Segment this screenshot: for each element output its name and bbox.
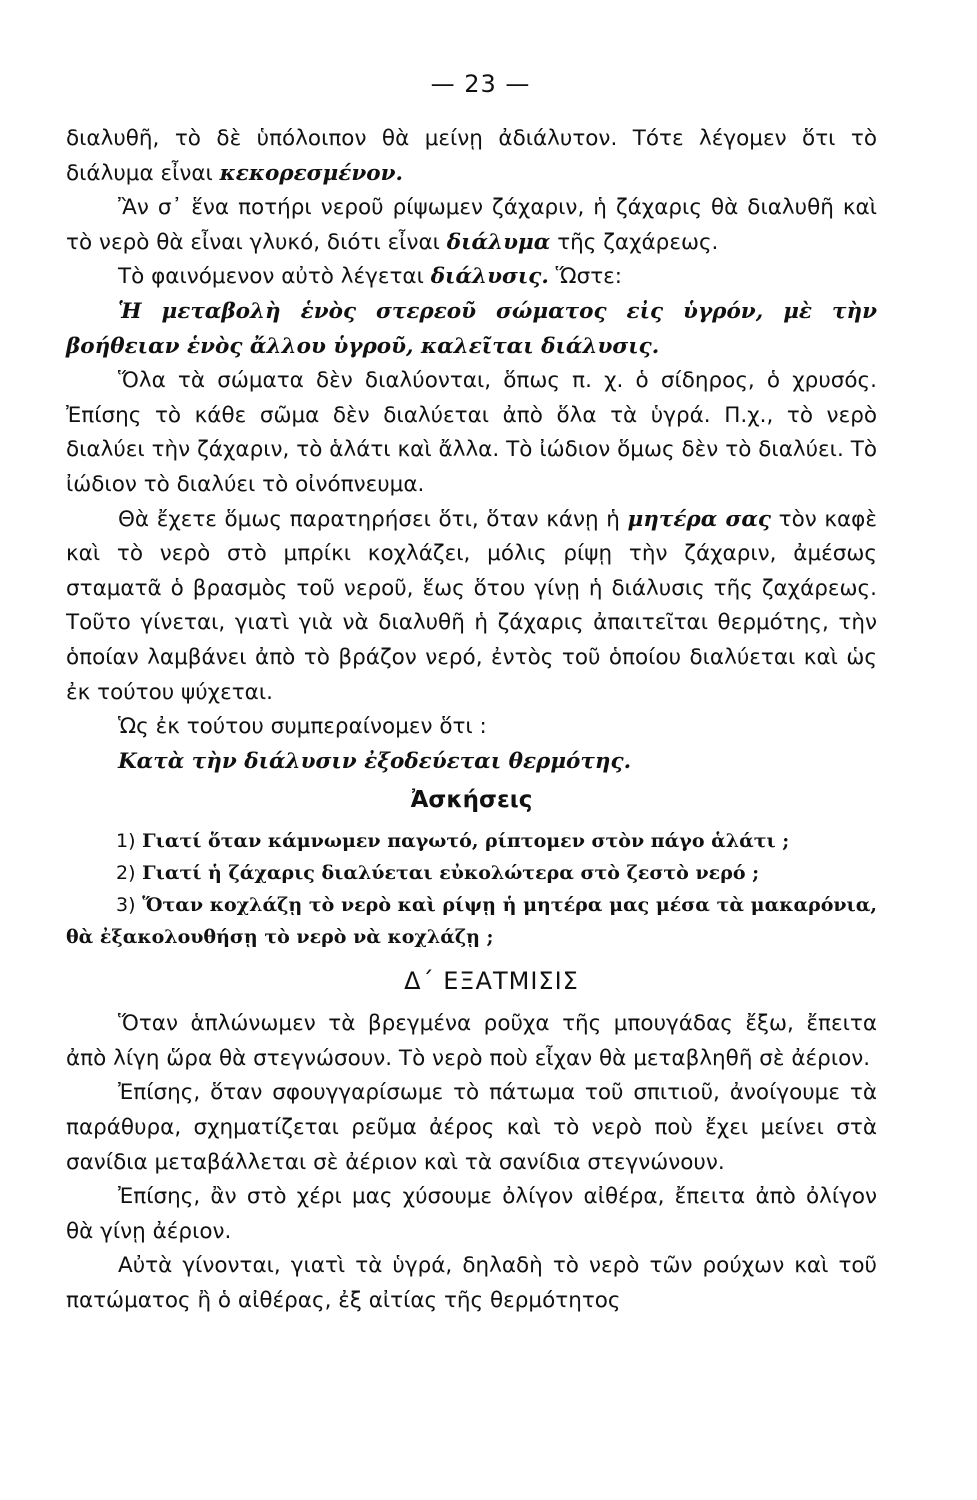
paragraph-3 [66, 260, 877, 295]
exercise-item-1 [66, 825, 877, 857]
section-paragraph-3: Ἐπίσης, ἂν στὸ χέρι μας χύσουμε ὀλίγον αἰθέρα, ἔπειτα ἀπὸ ὀλίγον θὰ γίνῃ ἀέριον. [66, 1184, 877, 1244]
term-dissolution: διάλυσις. [430, 264, 549, 290]
exercise-item-3 [66, 889, 877, 953]
paragraph-6: Ὡς ἐκ τούτου συμπεραίνομεν ὅτι : [118, 714, 487, 740]
definition: Ἡ μεταβολὴ ἑνὸς στερεοῦ σώματος εἰς ὑγρόν, μὲ τὴν βοήθειαν ἑνὸς ἄλλου ὑγροῦ, καλεῖται διάλυσις. [66, 298, 877, 359]
paragraph-5 [66, 503, 877, 711]
term-saturated: κεκορεσμένον. [219, 160, 403, 186]
exercises-list [66, 825, 877, 953]
paragraph-3-text-a: Τὸ φαινόμενον αὐτὸ λέγεται [118, 264, 424, 290]
section-paragraph-2: Ἐπίσης, ὅταν σφουγγαρίσωμε τὸ πάτωμα τοῦ σπιτιοῦ, ἀνοίγουμε τὰ παράθυρα, σχηματίζεται ρεῦμα ἀέρος καὶ τὸ νερὸ ποὺ ἔχει μείνει στὰ σανίδια μεταβάλλεται σὲ ἀέριον καὶ τὰ σανίδια στεγνώνουν. [66, 1080, 877, 1175]
section-paragraph-1: Ὅταν ἁπλώνωμεν τὰ βρεγμένα ροῦχα τῆς μπουγάδας ἔξω, ἔπειτα ἀπὸ λίγη ὥρα θὰ στεγνώσουν. Τὸ νερὸ ποὺ εἶχαν θὰ μεταβληθῆ σὲ ἀέριον. [66, 1011, 877, 1071]
paragraph-5-text-b: τὸν καφὲ καὶ τὸ νερὸ στὸ μπρίκι κοχλάζει, μόλις ρίψῃ τὴν ζάχαριν, ἀμέσως σταματᾶ ὁ βρασμὸς τοῦ νεροῦ, ἕως ὅτου γίνῃ ἡ διάλυσις τῆς ζαχάρεως. Τοῦτο γίνεται, γιατὶ γιὰ νὰ διαλυθῆ ἡ ζάχαρις ἀπαιτεῖται θερμότης, τὴν ὁποίαν λαμβάνει ἀπὸ τὸ βράζον νερό, ἐντὸς τοῦ ὁποίου διαλύεται καὶ ὡς ἐκ τούτου ψύχεται. [66, 506, 877, 705]
paragraph-2-text-b: τῆς ζαχάρεως. [557, 229, 719, 255]
section-paragraph-4: Αὐτὰ γίνονται, γιατὶ τὰ ὑγρά, δηλαδὴ τὸ νερὸ τῶν ρούχων καὶ τοῦ πατώματος ἢ ὁ αἰθέρας, ἐξ αἰτίας τῆς θερμότητος [66, 1253, 877, 1314]
term-solution: διάλυμα [446, 229, 551, 255]
exercises-title: Ἀσκήσεις [410, 787, 533, 814]
conclusion: Κατὰ τὴν διάλυσιν ἐξοδεύεται θερμότης. [118, 748, 632, 774]
exercise-number: 1) [116, 830, 136, 853]
term-mother: μητέρα σας [627, 506, 772, 532]
paragraph-2-text-a: Ἂν σ᾽ ἕνα ποτήρι νεροῦ ρίψωμεν ζάχαριν, ἡ ζάχαρις θὰ διαλυθῆ καὶ τὸ νερὸ θὰ εἶναι γλυκό, διότι εἶναι [66, 195, 877, 255]
paragraph-1-text: διαλυθῆ, τὸ δὲ ὑπόλοιπον θὰ μείνῃ ἀδιάλυτον. Τότε λέγομεν ὅτι τὸ διάλυμα εἶναι [66, 126, 877, 186]
main-text [66, 122, 877, 1319]
exercise-text: Γιατί ὅταν κάμνωμεν παγωτό, ρίπτομεν στὸν πάγο ἁλάτι ; [142, 830, 790, 853]
paragraph-5-text-a: Θὰ ἔχετε ὅμως παρατηρήσει ὅτι, ὅταν κάνῃ ἡ [118, 506, 620, 532]
exercise-number: 3) [116, 894, 136, 917]
section-title: Δ΄ ΕΞΑΤΜΙΣΙΣ [404, 967, 579, 996]
paragraph-4: Ὅλα τὰ σώματα δὲν διαλύονται, ὅπως π. χ. ὁ σίδηρος, ὁ χρυσός. Ἐπίσης τὸ κάθε σῶμα δὲν διαλύεται ἀπὸ ὅλα τὰ ὑγρά. Π.χ., τὸ νερὸ διαλύει τὴν ζάχαριν, τὸ ἁλάτι καὶ ἄλλα. Τὸ ἰώδιον ὅμως δὲν τὸ διαλύει. Τὸ ἰώδιον τὸ διαλύει τὸ οἰνόπνευμα. [66, 368, 877, 497]
exercise-text: Γιατί ἡ ζάχαρις διαλύεται εὐκολώτερα στὸ ζεστὸ νερό ; [142, 862, 760, 885]
exercise-number: 2) [116, 862, 136, 885]
paragraph-1 [66, 122, 877, 191]
exercise-item-2 [66, 857, 877, 889]
page-number: — 23 — [430, 70, 531, 98]
paragraph-2 [66, 191, 877, 260]
paragraph-3-text-b: Ὥστε: [555, 264, 623, 290]
exercise-text: Ὅταν κοχλάζῃ τὸ νερὸ καὶ ρίψῃ ἡ μητέρα μας μέσα τὰ μακαρόνια, θὰ ἐξακολουθήσῃ τὸ νερὸ νὰ κοχλάζῃ ; [66, 894, 877, 949]
